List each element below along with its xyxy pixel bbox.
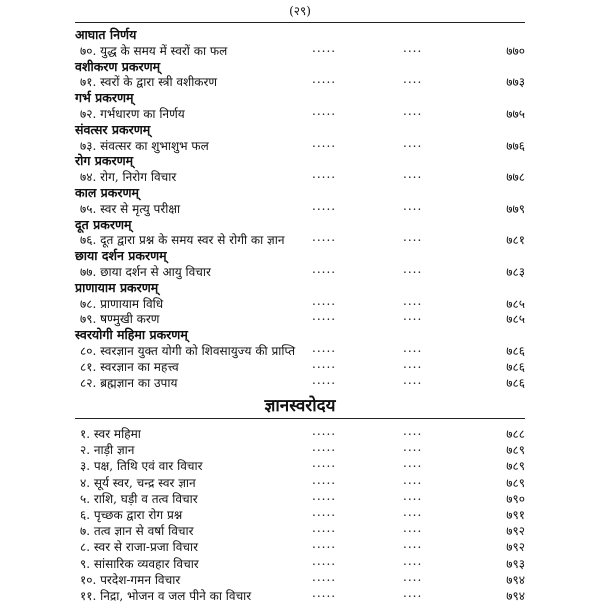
section-heading: दूत प्रकरणम् — [75, 216, 132, 232]
section-rule — [75, 418, 525, 419]
leader-dots: .... — [403, 372, 423, 387]
leader-dots: .... — [403, 356, 423, 371]
leader-dots: ..... — [312, 372, 337, 387]
toc-entry — [80, 200, 525, 218]
leader-dots: .... — [403, 198, 423, 213]
toc-entry-title: ५. राशि, घड़ी व तत्व विचार — [80, 491, 198, 506]
leader-dots: ..... — [312, 135, 337, 150]
toc-entry-page: ७८३ — [506, 265, 525, 279]
leader-dots: ..... — [312, 167, 337, 182]
toc-entry-title: १०. परदेश-गमन विचार — [80, 572, 181, 587]
toc-entry-title: ९. सांसारिक व्यवहार विचार — [80, 556, 199, 571]
section-heading: छाया दर्शन प्रकरणम् — [75, 248, 167, 264]
leader-dots: ..... — [312, 104, 337, 118]
leader-dots: .... — [403, 440, 423, 455]
toc-entry-page: ७७० — [506, 43, 525, 58]
leader-dots: .... — [403, 537, 423, 552]
toc-entry — [80, 73, 525, 91]
toc-entry-page: ७८८ — [506, 427, 525, 441]
toc-entry-page: ७८५ — [506, 296, 525, 311]
toc-entry-page: ७८५ — [506, 312, 525, 327]
toc-entry-title: ८१. स्वरज्ञान का महत्त्व — [80, 359, 179, 374]
toc-entry-title: ७७. छाया दर्शन से आयु विचार — [80, 265, 211, 279]
leader-dots: .... — [403, 472, 423, 487]
toc-entry-page: ७९१ — [506, 508, 525, 522]
section-heading: संवत्सर प्रकरणम् — [75, 121, 151, 137]
section-heading: रोग प्रकरणम् — [75, 153, 134, 169]
toc-entry-title: ७. तत्व ज्ञान से वर्षा विचार — [80, 524, 194, 539]
section-heading: वशीकरण प्रकरणम् — [75, 58, 161, 74]
toc-entry-page: ७७६ — [506, 138, 525, 153]
leader-dots: ..... — [312, 553, 337, 568]
section-heading: प्राणायाम प्रकरणम् — [75, 279, 159, 295]
toc-entry-page: ७९२ — [506, 524, 525, 539]
leader-dots: .... — [403, 167, 423, 182]
section-heading: आघात निर्णय — [75, 27, 137, 42]
toc-entry-title: ७४. रोग, निरोग विचार — [80, 170, 177, 185]
toc-entry-title: ७५. स्वर से मृत्यु परीक्षा — [80, 201, 181, 216]
toc-entry-title: १. स्वर महिमा — [80, 427, 141, 441]
toc-entry-page: ७८६ — [506, 344, 525, 358]
leader-dots: ..... — [312, 424, 337, 438]
toc-entry-page: ७७९ — [506, 201, 525, 216]
toc-entry-title: ४. सूर्य स्वर, चन्द्र स्वर ज्ञान — [80, 475, 196, 490]
leader-dots: .... — [403, 104, 423, 118]
toc-entry-page: ७८९ — [506, 475, 525, 490]
toc-entry-page: ७८६ — [506, 375, 525, 390]
toc-entry-page: ७७५ — [506, 107, 525, 121]
leader-dots: ..... — [312, 537, 337, 552]
leader-dots: ..... — [312, 569, 337, 584]
page-number: (२९) — [289, 4, 311, 18]
leader-dots: ..... — [312, 198, 337, 213]
leader-dots: ..... — [312, 40, 337, 55]
toc-entry — [80, 374, 525, 392]
leader-dots: ..... — [312, 521, 337, 536]
leader-dots: ..... — [312, 505, 337, 519]
leader-dots: .... — [403, 341, 423, 355]
toc-entry-page: ७८१ — [506, 233, 525, 248]
toc-entry-title: ११. निद्रा, भोजन व जल पीने का विचार — [80, 589, 252, 603]
leader-dots: .... — [403, 569, 423, 584]
toc-entry-title: २. नाड़ी ज्ञान — [80, 443, 135, 458]
leader-dots: .... — [403, 505, 423, 519]
leader-dots: .... — [403, 521, 423, 536]
leader-dots: .... — [403, 262, 423, 276]
leader-dots: ..... — [312, 72, 337, 87]
toc-entry-title: ७२. गर्भधारण का निर्णय — [80, 107, 185, 121]
toc-entry-title: ७३. संवत्सर का शुभाशुभ फल — [80, 138, 209, 153]
leader-dots: ..... — [312, 230, 337, 245]
toc-entry — [80, 168, 525, 186]
leader-dots: ..... — [312, 262, 337, 276]
toc-entry-page: ७८९ — [506, 459, 525, 474]
toc-entry-title: ६. पृच्छक द्वारा रोग प्रश्न — [80, 508, 183, 522]
leader-dots: ..... — [312, 356, 337, 371]
leader-dots: .... — [403, 135, 423, 150]
leader-dots: .... — [403, 553, 423, 568]
toc-entry-page: ७७३ — [506, 75, 525, 90]
toc-entry-title: ७१. स्वरों के द्वारा स्त्री वशीकरण — [80, 75, 218, 90]
leader-dots: .... — [403, 293, 423, 308]
toc-entry-title: ७०. युद्ध के समय में स्वरों का फल — [80, 43, 228, 58]
section-title: ज्ञानस्वरोदय — [264, 396, 336, 416]
leader-dots: ..... — [312, 440, 337, 455]
top-rule — [75, 22, 525, 23]
toc-entry-page: ७८६ — [506, 359, 525, 374]
leader-dots: ..... — [312, 293, 337, 308]
toc-entry-page: ७७८ — [506, 170, 525, 185]
toc-entry-title: ३. पक्ष, तिथि एवं वार विचार — [80, 459, 203, 474]
toc-entry-title: ७८. प्राणायाम विधि — [80, 296, 164, 311]
leader-dots: .... — [403, 40, 423, 55]
toc-entry-title: ८. स्वर से राजा-प्रजा विचार — [80, 540, 199, 555]
section-heading: स्वरयोगी महिमा प्रकरणम् — [75, 327, 188, 343]
leader-dots: ..... — [312, 586, 337, 600]
toc-entry-title: ८०. स्वरज्ञान युक्त योगी को शिवसायुज्य की प्राप्ति — [80, 344, 296, 358]
leader-dots: .... — [403, 72, 423, 87]
toc-entry-page: ७९४ — [506, 589, 525, 603]
leader-dots: .... — [403, 488, 423, 503]
leader-dots: ..... — [312, 456, 337, 471]
toc-entry — [80, 137, 525, 155]
toc-entry-title: ७९. षण्मुखी करण — [80, 312, 160, 327]
leader-dots: ..... — [312, 488, 337, 503]
leader-dots: .... — [403, 309, 423, 324]
leader-dots: ..... — [312, 341, 337, 355]
leader-dots: .... — [403, 424, 423, 438]
toc-entry-page: ७९२ — [506, 540, 525, 555]
toc-entry — [80, 587, 525, 605]
toc-entry-page: ७९० — [506, 491, 525, 506]
section-heading: गर्भ प्रकरणम् — [75, 90, 134, 106]
leader-dots: .... — [403, 230, 423, 245]
leader-dots: ..... — [312, 309, 337, 324]
toc-entry-page: ७८९ — [506, 443, 525, 458]
leader-dots: .... — [403, 456, 423, 471]
toc-entry-title: ८२. ब्रह्मज्ञान का उपाय — [80, 375, 178, 390]
leader-dots: .... — [403, 586, 423, 600]
toc-entry-page: ७९३ — [506, 556, 525, 571]
leader-dots: ..... — [312, 472, 337, 487]
toc-entry-title: ७६. दूत द्वारा प्रश्न के समय स्वर से रोगी का ज्ञान — [80, 233, 285, 248]
section-heading: काल प्रकरणम् — [75, 185, 140, 200]
toc-entry-page: ७९४ — [506, 572, 525, 587]
